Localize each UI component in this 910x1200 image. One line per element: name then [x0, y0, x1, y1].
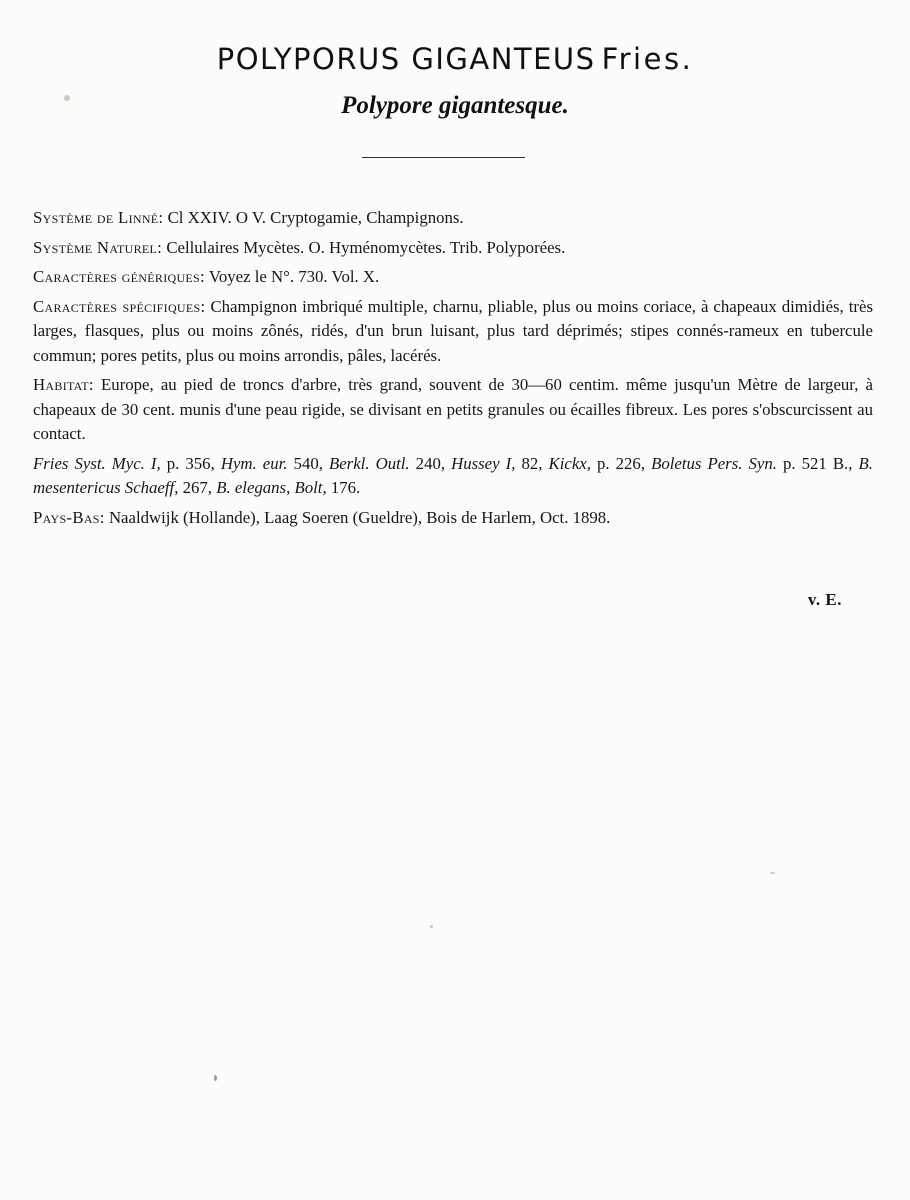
ref-hym-eur: Hym. eur.	[220, 453, 288, 473]
natural-system-paragraph	[33, 236, 873, 261]
description-body	[33, 206, 873, 535]
naturel-text: Cellulaires Mycètes. O. Hyménomycètes. Trib. Polyporées.	[166, 237, 566, 257]
ref-mesentericus: B. mesentericus Schaeff,	[33, 453, 873, 497]
ref-elegans-page: 176.	[330, 478, 361, 497]
ref-fries: Fries Syst. Myc. I,	[33, 453, 161, 473]
paper-speck	[770, 872, 775, 874]
paper-speck	[430, 925, 433, 928]
ref-berkl: Berkl. Outl.	[328, 453, 410, 473]
specifiques-text: Champignon imbriqué multiple, charnu, pliable, plus ou moins coriace, à chapeaux dimidiés, très larges, flasques, plus ou moins zônés, ridés, d'un brun luisant, plus tard déprimés; stipes connés-rameux en tubercule commun; pores petits, plus ou moins arrondis, pâles, lacérés.	[33, 296, 873, 365]
paper-speck	[64, 95, 70, 101]
generiques-label: Caractères génériques:	[33, 267, 205, 286]
paysbas-label: Pays-Bas:	[33, 507, 105, 527]
habitat-text: Europe, au pied de troncs d'arbre, très grand, souvent de 30—60 centim. même jusqu'un Mètre de largeur, à chapeaux de 30 cent. munis d'une peau rigide, se divisant en petits granules ou écailles fibreux. Les pores s'obscurcissent au contact.	[33, 375, 873, 443]
ref-boletus: Boletus Pers. Syn.	[651, 453, 777, 473]
page-subtitle: Polypore gigantesque.	[341, 92, 569, 119]
specific-characters-paragraph	[33, 295, 873, 369]
ref-kickx: Kickx,	[548, 453, 591, 473]
page-title	[0, 42, 910, 76]
paper-speck	[214, 1075, 217, 1081]
habitat-paragraph	[33, 373, 873, 447]
species-author: Fries.	[601, 42, 694, 76]
ref-hussey: Hussey I,	[451, 453, 516, 473]
species-name: POLYPORUS GIGANTEUS	[216, 42, 596, 76]
linne-system-paragraph	[33, 206, 873, 231]
specifiques-label: Caractères spécifiques:	[33, 296, 206, 316]
ref-hussey-page: 82,	[521, 453, 543, 473]
linne-text: Cl XXIV. O V. Cryptogamie, Champignons.	[167, 208, 464, 227]
ref-boletus-page: p. 521 B.,	[782, 453, 853, 473]
ref-kickx-page: p. 226,	[597, 453, 646, 473]
paysbas-text: Naaldwijk (Hollande), Laag Soeren (Gueldre), Bois de Harlem, Oct. 1898.	[108, 507, 611, 527]
generic-characters-paragraph	[33, 265, 873, 290]
title-divider	[362, 157, 525, 158]
ref-fries-page: p. 356,	[166, 453, 215, 473]
linne-label: Système de Linné:	[33, 208, 164, 227]
references-paragraph	[33, 452, 873, 501]
author-signature: v. E.	[807, 590, 842, 609]
ref-elegans: B. elegans, Bolt,	[216, 478, 327, 497]
habitat-label: Habitat:	[33, 375, 94, 394]
generiques-text: Voyez le N°. 730. Vol. X.	[208, 267, 380, 286]
naturel-label: Système Naturel:	[33, 237, 163, 257]
ref-mesentericus-page: 267,	[182, 478, 212, 497]
ref-berkl-page: 240,	[415, 453, 446, 473]
ref-hym-eur-page: 540,	[293, 453, 323, 473]
netherlands-paragraph	[33, 506, 873, 531]
